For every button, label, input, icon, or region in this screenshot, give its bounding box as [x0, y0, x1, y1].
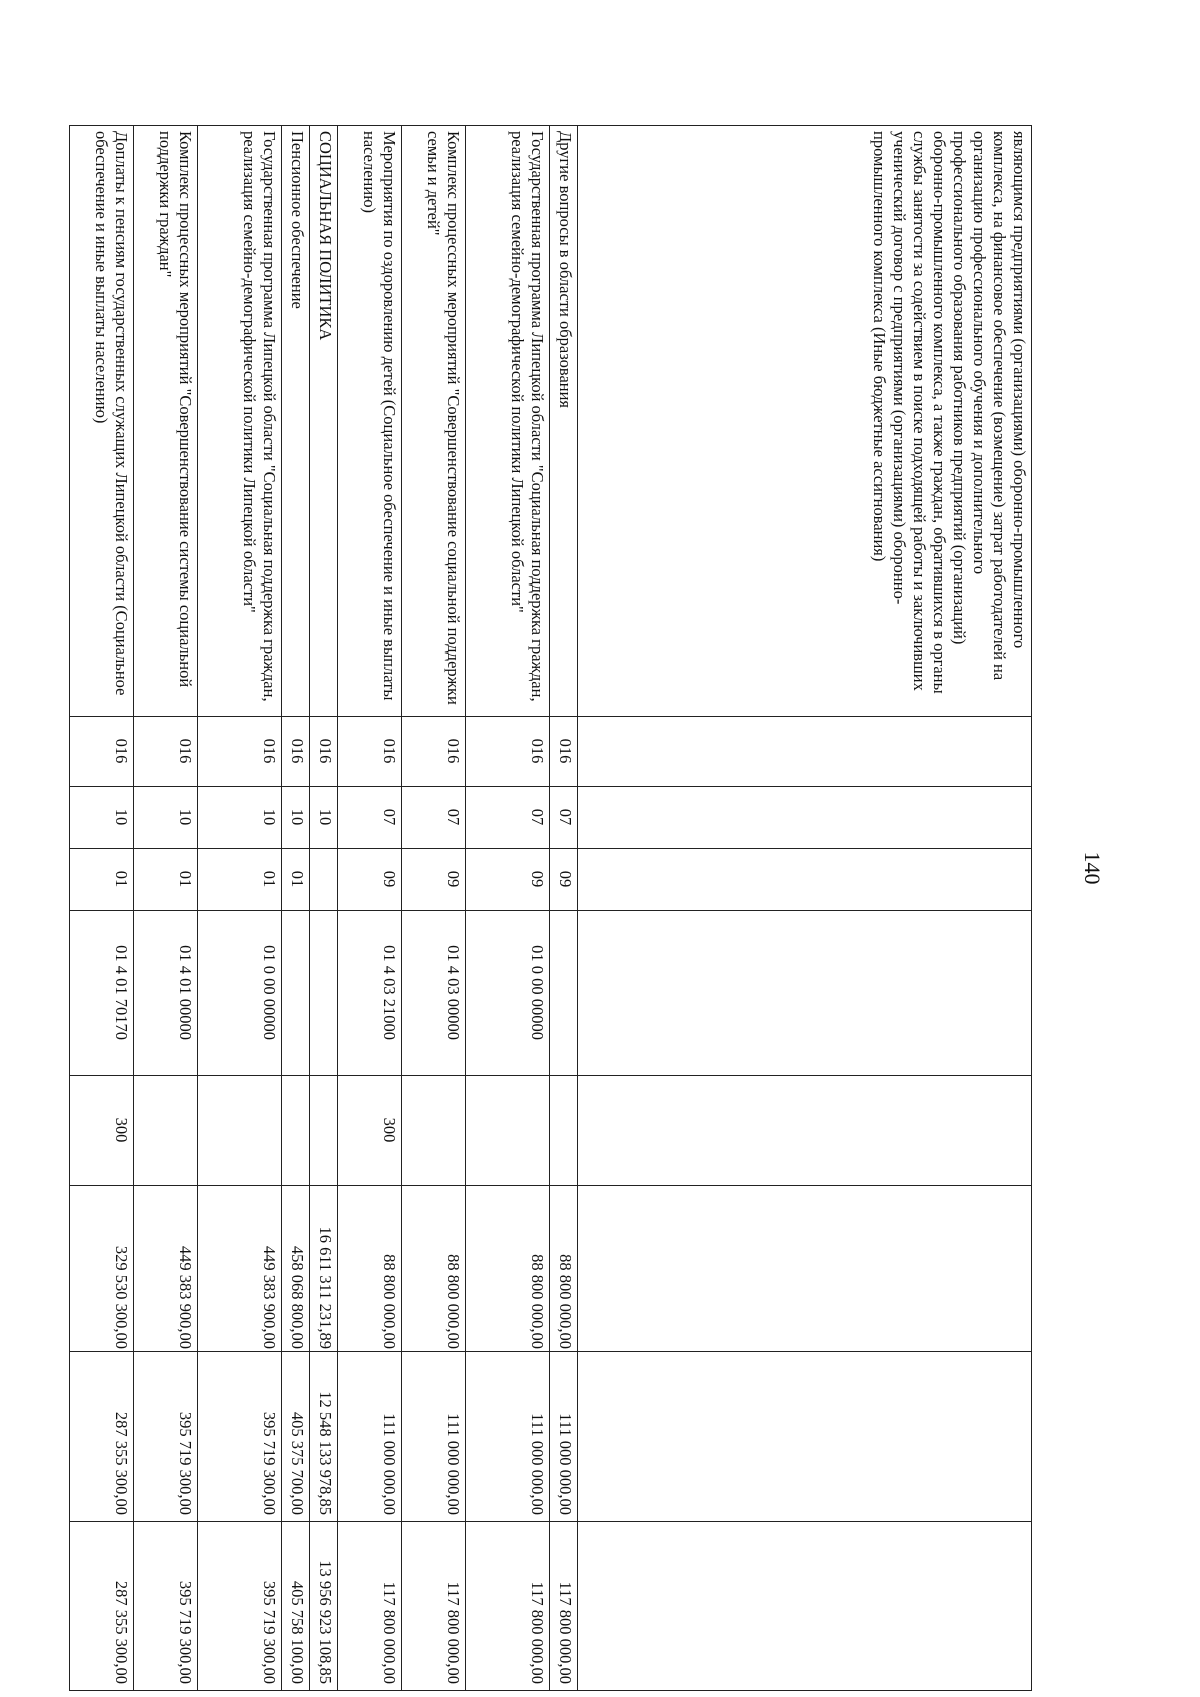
cell-subsection: 09 [466, 849, 550, 911]
cell-amount-year1: 88 800 000,00 [402, 1186, 466, 1352]
cell-subsection: 09 [338, 849, 402, 911]
table-row [578, 126, 1032, 1691]
cell-section: 10 [310, 787, 338, 849]
cell-amount-year2: 287 355 300,00 [70, 1352, 134, 1522]
cell-name: Доплаты к пенсиям государственных служащих Липецкой области (Социальное обеспечение и иные выплаты населению) [70, 126, 134, 717]
cell-section: 10 [282, 787, 310, 849]
cell-expense-type [402, 1076, 466, 1186]
cell-target-article [550, 911, 578, 1076]
cell-name: СОЦИАЛЬНАЯ ПОЛИТИКА [310, 126, 338, 717]
cell-target-article: 01 4 01 00000 [134, 911, 198, 1076]
cell-grbs: 016 [338, 717, 402, 787]
cell-target-article [578, 911, 1032, 1076]
cell-target-article: 01 4 01 70170 [70, 911, 134, 1076]
cell-amount-year1: 88 800 000,00 [550, 1186, 578, 1352]
table-row [550, 126, 578, 1691]
cell-expense-type: 300 [338, 1076, 402, 1186]
cell-target-article [282, 911, 310, 1076]
cell-expense-type [198, 1076, 282, 1186]
cell-name: Государственная программа Липецкой области "Социальная поддержка граждан, реализация семейно-демографической политики Липецкой области" [466, 126, 550, 717]
cell-grbs: 016 [466, 717, 550, 787]
cell-name: являющимся предприятиями (организациями) оборонно-промышленного комплекса, на финансовое обеспечение (возмещение) затрат работодателей на организацию профессионального обучения и дополнительного профессионального образования работников предприятий (организаций) оборонно-промышленного комплекса, а также граждан, обратившихся в органы службы занятости за содействием в поиске подходящей работы и заключивших ученический договор с предприятиями (организациями) оборонно-промышленного комплекса (Иные бюджетные ассигнования) [578, 126, 1032, 717]
cell-amount-year3: 13 956 923 108,85 [310, 1522, 338, 1691]
cell-grbs: 016 [402, 717, 466, 787]
cell-grbs: 016 [310, 717, 338, 787]
cell-amount-year1: 458 068 800,00 [282, 1186, 310, 1352]
table-row [70, 126, 134, 1691]
cell-amount-year3: 117 800 000,00 [338, 1522, 402, 1691]
cell-grbs: 016 [134, 717, 198, 787]
cell-amount-year3 [578, 1522, 1032, 1691]
cell-amount-year2 [578, 1352, 1032, 1522]
cell-amount-year3: 395 719 300,00 [134, 1522, 198, 1691]
cell-grbs: 016 [70, 717, 134, 787]
cell-section: 07 [338, 787, 402, 849]
cell-amount-year2: 12 548 133 978,85 [310, 1352, 338, 1522]
cell-target-article: 01 4 03 21000 [338, 911, 402, 1076]
budget-table-body [70, 126, 1032, 1691]
cell-amount-year1: 449 383 900,00 [134, 1186, 198, 1352]
cell-name: Другие вопросы в области образования [550, 126, 578, 717]
table-row [338, 126, 402, 1691]
cell-expense-type [578, 1076, 1032, 1186]
cell-subsection: 01 [70, 849, 134, 911]
cell-amount-year2: 111 000 000,00 [402, 1352, 466, 1522]
cell-subsection: 01 [198, 849, 282, 911]
page-number: 140 [1080, 851, 1105, 885]
table-row [466, 126, 550, 1691]
cell-section: 10 [134, 787, 198, 849]
cell-amount-year2: 395 719 300,00 [134, 1352, 198, 1522]
cell-subsection: 01 [282, 849, 310, 911]
cell-subsection: 01 [134, 849, 198, 911]
cell-name: Комплекс процессных мероприятий "Совершенствование системы социальной поддержки граждан" [134, 126, 198, 717]
cell-expense-type: 300 [70, 1076, 134, 1186]
cell-grbs: 016 [550, 717, 578, 787]
cell-amount-year1: 329 530 300,00 [70, 1186, 134, 1352]
cell-name: Комплекс процессных мероприятий "Совершенствование социальной поддержки семьи и детей" [402, 126, 466, 717]
cell-section: 07 [550, 787, 578, 849]
cell-section: 10 [198, 787, 282, 849]
cell-target-article: 01 0 00 00000 [466, 911, 550, 1076]
cell-subsection: 09 [402, 849, 466, 911]
table-row [198, 126, 282, 1691]
cell-amount-year3: 117 800 000,00 [550, 1522, 578, 1691]
cell-target-article: 01 4 03 00000 [402, 911, 466, 1076]
cell-amount-year1: 88 800 000,00 [338, 1186, 402, 1352]
cell-amount-year2: 395 719 300,00 [198, 1352, 282, 1522]
cell-name: Государственная программа Липецкой области "Социальная поддержка граждан, реализация семейно-демографической политики Липецкой области" [198, 126, 282, 717]
cell-subsection [578, 849, 1032, 911]
cell-amount-year1: 449 383 900,00 [198, 1186, 282, 1352]
budget-table [69, 125, 1032, 1691]
cell-section [578, 787, 1032, 849]
cell-amount-year2: 111 000 000,00 [466, 1352, 550, 1522]
cell-amount-year2: 111 000 000,00 [338, 1352, 402, 1522]
cell-expense-type [466, 1076, 550, 1186]
table-row [402, 126, 466, 1691]
cell-amount-year1: 16 611 311 231,89 [310, 1186, 338, 1352]
cell-amount-year3: 117 800 000,00 [402, 1522, 466, 1691]
cell-section: 10 [70, 787, 134, 849]
cell-target-article [310, 911, 338, 1076]
cell-name: Пенсионное обеспечение [282, 126, 310, 717]
cell-grbs: 016 [282, 717, 310, 787]
table-row [134, 126, 198, 1691]
cell-subsection: 09 [550, 849, 578, 911]
rotated-table-container [92, 125, 1032, 1690]
cell-amount-year3: 117 800 000,00 [466, 1522, 550, 1691]
cell-name: Мероприятия по оздоровлению детей (Социальное обеспечение и иные выплаты населению) [338, 126, 402, 717]
cell-expense-type [282, 1076, 310, 1186]
cell-grbs [578, 717, 1032, 787]
cell-expense-type [310, 1076, 338, 1186]
cell-amount-year2: 405 375 700,00 [282, 1352, 310, 1522]
cell-amount-year1 [578, 1186, 1032, 1352]
cell-section: 07 [466, 787, 550, 849]
table-row [310, 126, 338, 1691]
cell-target-article: 01 0 00 00000 [198, 911, 282, 1076]
cell-amount-year3: 287 355 300,00 [70, 1522, 134, 1691]
cell-grbs: 016 [198, 717, 282, 787]
cell-section: 07 [402, 787, 466, 849]
cell-amount-year3: 395 719 300,00 [198, 1522, 282, 1691]
cell-amount-year2: 111 000 000,00 [550, 1352, 578, 1522]
cell-amount-year1: 88 800 000,00 [466, 1186, 550, 1352]
cell-expense-type [550, 1076, 578, 1186]
table-row [282, 126, 310, 1691]
cell-amount-year3: 405 758 100,00 [282, 1522, 310, 1691]
cell-expense-type [134, 1076, 198, 1186]
cell-subsection [310, 849, 338, 911]
